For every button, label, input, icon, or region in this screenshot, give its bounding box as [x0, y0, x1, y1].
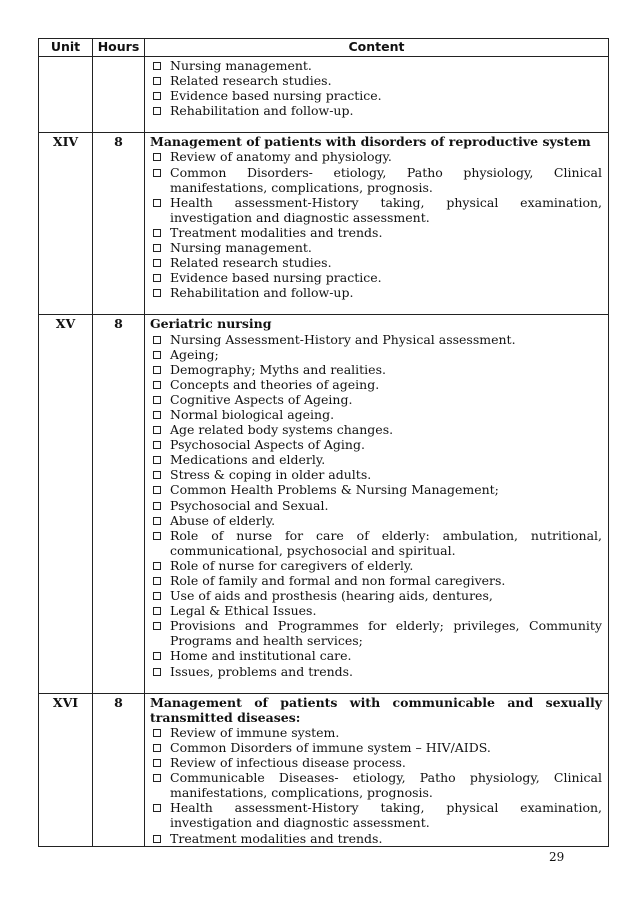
checkbox-bullet-icon	[153, 62, 161, 70]
list-item-text: Treatment modalities and trends.	[170, 830, 383, 846]
row-spacer	[150, 118, 602, 132]
list-item-text: Review of immune system.	[170, 724, 340, 740]
list-item	[150, 58, 602, 73]
checkbox-bullet-icon	[153, 336, 161, 344]
list-item	[150, 225, 602, 240]
hours-cell: 8	[93, 133, 145, 315]
header-hours: Hours	[93, 39, 145, 57]
list-item	[150, 528, 602, 558]
list-item-text: Concepts and theories of ageing.	[170, 376, 380, 392]
list-item	[150, 588, 602, 603]
list-item-text: Issues, problems and trends.	[170, 663, 354, 679]
section-title: Geriatric nursing	[150, 316, 272, 332]
checkbox-bullet-icon	[153, 456, 161, 464]
checkbox-bullet-icon	[153, 441, 161, 449]
checkbox-bullet-icon	[153, 744, 161, 752]
hours-cell: 8	[93, 315, 145, 693]
list-item-text: Common Disorders- etiology, Patho physiology, Clinical manifestations, complications, prognosis.	[170, 164, 602, 195]
list-item-text: Related research studies.	[170, 255, 332, 271]
list-item-text: Health assessment-History taking, physical examination, investigation and diagnostic assessment.	[170, 194, 602, 225]
list-item-text: Use of aids and prosthesis (hearing aids, dentures,	[170, 588, 493, 604]
list-item-text: Medications and elderly.	[170, 452, 326, 468]
list-item	[150, 270, 602, 285]
table-row	[39, 57, 609, 133]
topic-list	[150, 58, 602, 118]
checkbox-bullet-icon	[153, 577, 161, 585]
list-item-text: Review of anatomy and physiology.	[170, 149, 392, 165]
list-item	[150, 103, 602, 118]
list-item	[150, 255, 602, 270]
list-item-text: Nursing Assessment-History and Physical assessment.	[170, 331, 516, 347]
list-item	[150, 800, 602, 830]
checkbox-bullet-icon	[153, 366, 161, 374]
row-spacer	[150, 300, 602, 314]
checkbox-bullet-icon	[153, 668, 161, 676]
list-item-text: Role of nurse for care of elderly: ambulation, nutritional, communicational, psychosocial and spiritual.	[170, 527, 602, 558]
checkbox-bullet-icon	[153, 502, 161, 510]
list-item	[150, 149, 602, 164]
hours-cell	[93, 57, 145, 133]
list-item-text: Normal biological ageing.	[170, 406, 335, 422]
checkbox-bullet-icon	[153, 471, 161, 479]
list-item-text: Cognitive Aspects of Ageing.	[170, 391, 353, 407]
checkbox-bullet-icon	[153, 729, 161, 737]
list-item	[150, 467, 602, 482]
checkbox-bullet-icon	[153, 169, 161, 177]
list-item	[150, 332, 602, 347]
list-item	[150, 603, 602, 618]
list-item	[150, 558, 602, 573]
topic-list	[150, 332, 602, 679]
checkbox-bullet-icon	[153, 622, 161, 630]
checkbox-bullet-icon	[153, 835, 161, 843]
list-item-text: Related research studies.	[170, 73, 332, 89]
checkbox-bullet-icon	[153, 259, 161, 267]
list-item-text: Role of family and formal and non formal caregivers.	[170, 573, 506, 588]
list-item	[150, 725, 602, 740]
content-cell	[145, 57, 609, 133]
list-item-text: Nursing management.	[170, 58, 312, 73]
list-item	[150, 452, 602, 467]
syllabus-table	[38, 38, 609, 847]
list-item-text: Evidence based nursing practice.	[170, 88, 382, 104]
checkbox-bullet-icon	[153, 607, 161, 615]
header-unit: Unit	[39, 39, 93, 57]
list-item	[150, 407, 602, 422]
checkbox-bullet-icon	[153, 592, 161, 600]
list-item-text: Health assessment-History taking, physical examination, investigation and diagnostic assessment.	[170, 800, 602, 831]
unit-cell: XIV	[39, 133, 93, 315]
list-item-text: Psychosocial and Sexual.	[170, 497, 329, 513]
list-item	[150, 362, 602, 377]
checkbox-bullet-icon	[153, 774, 161, 782]
list-item-text: Role of nurse for caregivers of elderly.	[170, 557, 414, 573]
list-item-text: Home and institutional care.	[170, 648, 352, 664]
list-item-text: Abuse of elderly.	[170, 512, 276, 528]
table-body	[39, 57, 609, 847]
table-row	[39, 693, 609, 846]
checkbox-bullet-icon	[153, 532, 161, 540]
list-item	[150, 482, 602, 497]
list-item-text: Age related body systems changes.	[170, 422, 394, 438]
list-item	[150, 618, 602, 648]
list-item	[150, 165, 602, 195]
list-item	[150, 240, 602, 255]
list-item	[150, 88, 602, 103]
row-spacer	[150, 679, 602, 693]
list-item	[150, 573, 602, 588]
content-cell	[145, 315, 609, 693]
list-item	[150, 377, 602, 392]
list-item	[150, 498, 602, 513]
list-item-text: Common Disorders of immune system – HIV/AIDS.	[170, 739, 491, 755]
list-item	[150, 73, 602, 88]
header-row	[39, 39, 609, 57]
checkbox-bullet-icon	[153, 562, 161, 570]
table-row	[39, 315, 609, 693]
list-item-text: Stress & coping in older adults.	[170, 467, 372, 483]
checkbox-bullet-icon	[153, 396, 161, 404]
checkbox-bullet-icon	[153, 652, 161, 660]
header-content: Content	[145, 39, 609, 57]
list-item-text: Rehabilitation and follow-up.	[170, 285, 354, 301]
list-item-text: Rehabilitation and follow-up.	[170, 103, 354, 119]
checkbox-bullet-icon	[153, 381, 161, 389]
list-item	[150, 422, 602, 437]
list-item-text: Nursing management.	[170, 240, 312, 256]
page-number: 29	[549, 850, 565, 864]
list-item-text: Common Health Problems & Nursing Management;	[170, 482, 499, 498]
checkbox-bullet-icon	[153, 92, 161, 100]
content-cell	[145, 133, 609, 315]
list-item-text: Demography; Myths and realities.	[170, 361, 386, 377]
list-item-text: Legal & Ethical Issues.	[170, 603, 317, 619]
checkbox-bullet-icon	[153, 411, 161, 419]
table-row	[39, 133, 609, 315]
checkbox-bullet-icon	[153, 244, 161, 252]
list-item-text: Psychosocial Aspects of Aging.	[170, 437, 365, 453]
checkbox-bullet-icon	[153, 517, 161, 525]
checkbox-bullet-icon	[153, 153, 161, 161]
list-item	[150, 285, 602, 300]
section-title: Management of patients with disorders of reproductive system	[150, 134, 591, 150]
list-item	[150, 347, 602, 362]
section-title: Management of patients with communicable and sexually transmitted diseases:	[150, 694, 602, 725]
list-item	[150, 513, 602, 528]
list-item	[150, 392, 602, 407]
topic-list	[150, 725, 602, 846]
checkbox-bullet-icon	[153, 274, 161, 282]
list-item	[150, 740, 602, 755]
list-item-text: Treatment modalities and trends.	[170, 224, 383, 240]
unit-cell: XVI	[39, 693, 93, 846]
list-item-text: Communicable Diseases- etiology, Patho physiology, Clinical manifestations, complications, prognosis.	[170, 770, 602, 801]
checkbox-bullet-icon	[153, 759, 161, 767]
unit-cell	[39, 57, 93, 133]
checkbox-bullet-icon	[153, 77, 161, 85]
checkbox-bullet-icon	[153, 351, 161, 359]
content-cell	[145, 693, 609, 846]
checkbox-bullet-icon	[153, 107, 161, 115]
list-item	[150, 648, 602, 663]
unit-cell: XV	[39, 315, 93, 693]
list-item-text: Ageing;	[170, 346, 219, 362]
list-item	[150, 437, 602, 452]
topic-list	[150, 149, 602, 300]
list-item-text: Provisions and Programmes for elderly; privileges, Community Programs and health services;	[170, 618, 602, 649]
list-item-text: Evidence based nursing practice.	[170, 270, 382, 286]
list-item-text: Review of infectious disease process.	[170, 755, 406, 771]
checkbox-bullet-icon	[153, 229, 161, 237]
checkbox-bullet-icon	[153, 486, 161, 494]
checkbox-bullet-icon	[153, 199, 161, 207]
checkbox-bullet-icon	[153, 289, 161, 297]
list-item	[150, 831, 602, 846]
list-item	[150, 664, 602, 679]
list-item	[150, 755, 602, 770]
list-item	[150, 195, 602, 225]
hours-cell: 8	[93, 693, 145, 846]
list-item	[150, 770, 602, 800]
checkbox-bullet-icon	[153, 426, 161, 434]
checkbox-bullet-icon	[153, 804, 161, 812]
